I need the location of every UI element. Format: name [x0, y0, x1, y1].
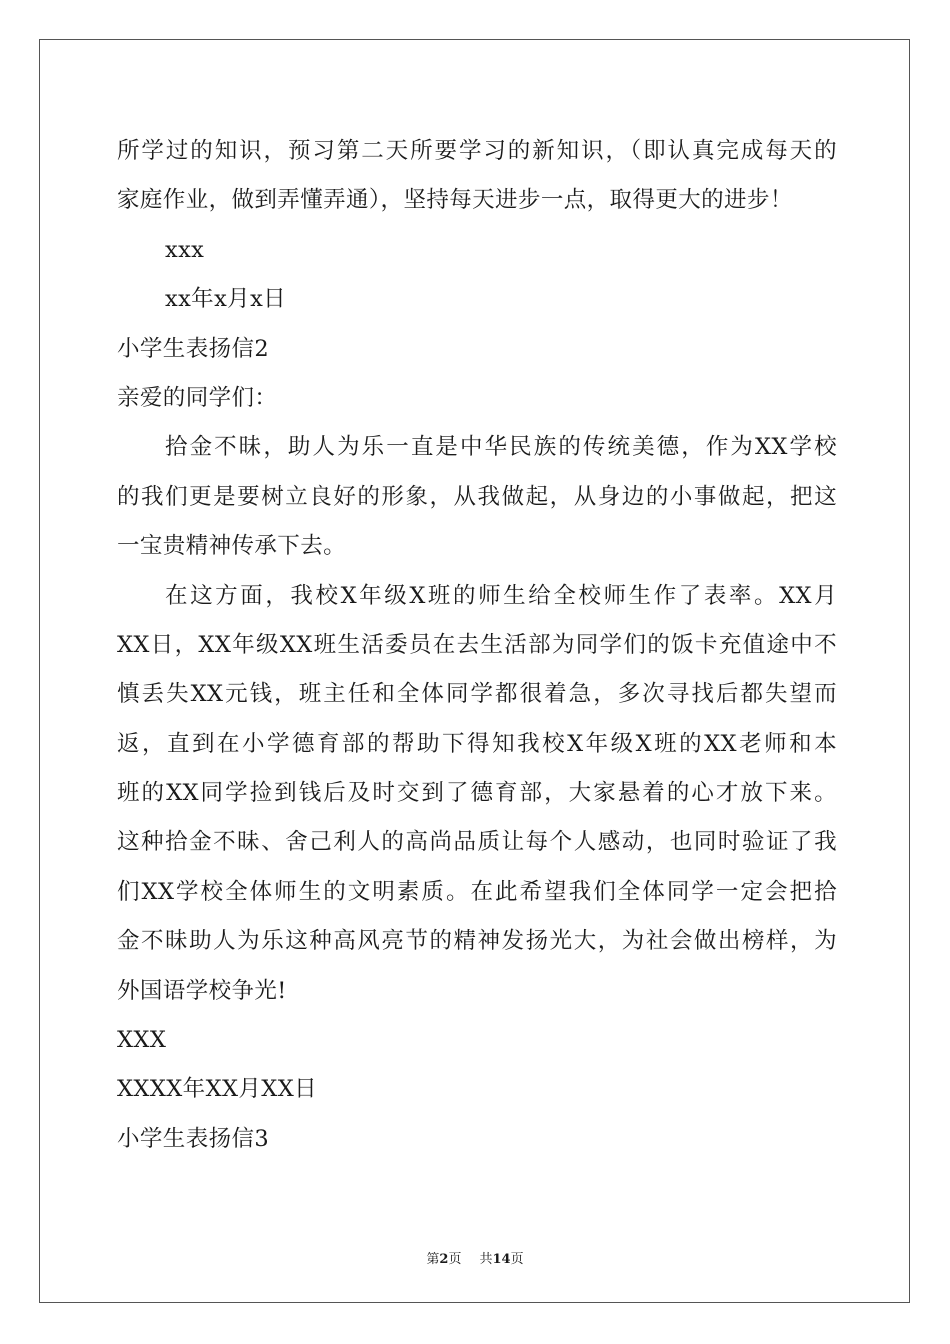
text-line: 的我们更是要树立良好的形象，从我做起，从身边的小事做起，把这: [117, 483, 837, 510]
signature-date: XXXX年XX月XX日: [117, 1076, 318, 1103]
section-title: 小学生表扬信2: [117, 335, 270, 362]
signature-date: xx年x月x日: [165, 286, 287, 313]
text-line: XX日，XX年级XX班生活委员在去生活部为同学们的饭卡充值途中不: [117, 631, 837, 658]
signature-name: XXX: [117, 1027, 167, 1054]
text-line: 这种拾金不昧、舍己利人的高尚品质让每个人感动，也同时验证了我: [117, 829, 837, 856]
footer-total-prefix: 共: [479, 1252, 493, 1267]
signature-name: xxx: [165, 236, 205, 263]
text-line: 慎丢失XX元钱，班主任和全体同学都很着急，多次寻找后都失望而: [117, 681, 837, 708]
text-line: 在这方面，我校X年级X班的师生给全校师生作了表率。XX月: [165, 582, 837, 609]
footer-page-current: 2: [439, 1252, 449, 1267]
footer-page-suffix: 页: [448, 1252, 462, 1267]
section-title: 小学生表扬信3: [117, 1125, 270, 1152]
footer-page-prefix: 第: [426, 1252, 440, 1267]
text-line: 班的XX同学捡到钱后及时交到了德育部，大家悬着的心才放下来。: [117, 780, 837, 807]
footer-total-suffix: 页: [510, 1252, 524, 1267]
salutation: 亲爱的同学们：: [117, 384, 278, 411]
text-line: 们XX学校全体师生的文明素质。在此希望我们全体同学一定会把拾: [117, 878, 837, 905]
text-line: 所学过的知识，预习第二天所要学习的新知识，（即认真完成每天的: [117, 138, 837, 164]
text-line: 一宝贵精神传承下去。: [117, 533, 347, 560]
text-line: 拾金不昧，助人为乐一直是中华民族的传统美德，作为XX学校: [165, 434, 837, 461]
page-footer: [0, 1248, 950, 1267]
text-line: 返，直到在小学德育部的帮助下得知我校X年级X班的XX老师和本: [117, 730, 837, 757]
footer-page-total: 14: [492, 1252, 511, 1267]
text-line: 家庭作业，做到弄懂弄通），坚持每天进步一点，取得更大的进步！: [117, 187, 793, 214]
text-line: 金不昧助人为乐这种高风亮节的精神发扬光大，为社会做出榜样，为: [117, 928, 837, 955]
text-line: 外国语学校争光!: [117, 977, 287, 1004]
document-body: [117, 127, 837, 1164]
